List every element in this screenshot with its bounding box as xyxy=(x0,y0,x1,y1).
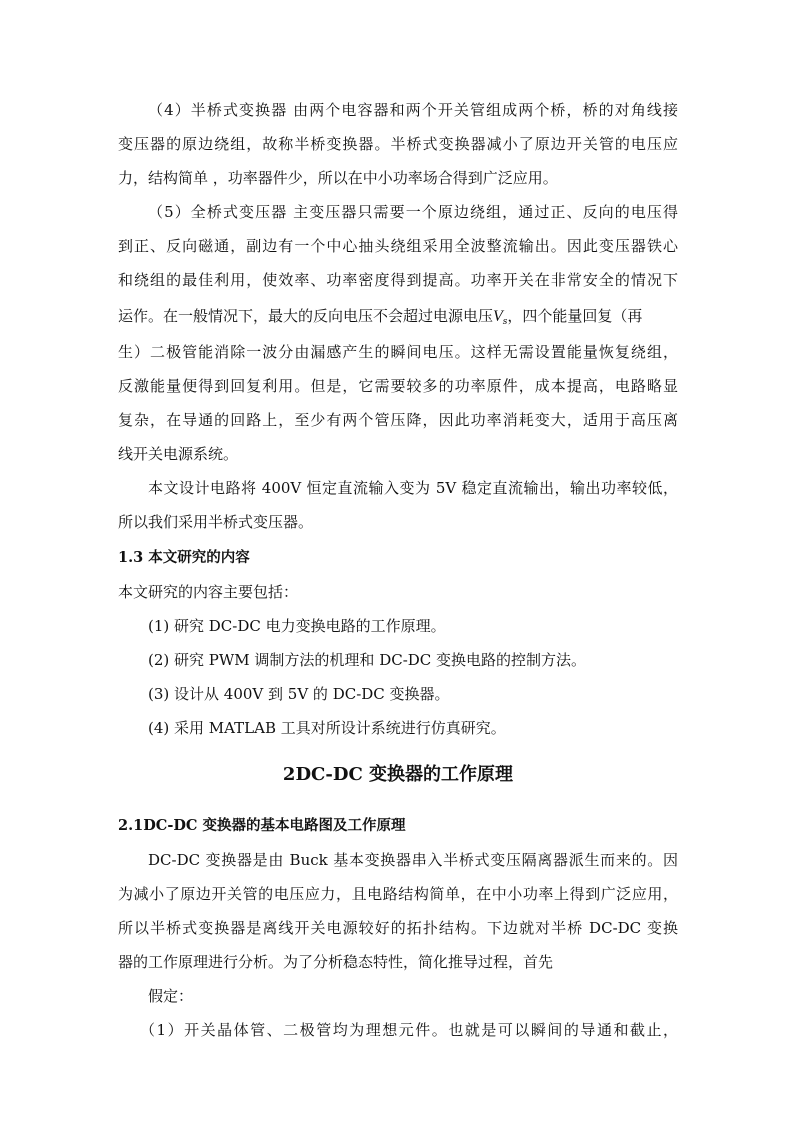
section-1-3-heading: 1.3 本文研究的内容 xyxy=(118,549,250,566)
para2-line1: （5）全桥式变压器 主变压器只需要一个原边绕组，通过正、反向的电压得 xyxy=(148,203,678,221)
para2-line6: 反激能量便得到回复利用。但是，它需要较多的功率原件，成本提高，电路略显 xyxy=(118,377,678,395)
chapter-2-title: 2DC-DC 变换器的工作原理 xyxy=(282,764,514,785)
assume-label: 假定： xyxy=(148,987,194,1005)
vs-variable: V xyxy=(493,308,503,325)
para2-line3: 和绕组的最佳利用，使效率、功率密度得到提高。功率开关在非常安全的情况下 xyxy=(118,271,678,289)
section-2-1-heading: 2.1DC-DC 变换器的基本电路图及工作原理 xyxy=(118,817,406,834)
para2-line4-before: 运作。在一般情况下，最大的反向电压不会超过电源电压 xyxy=(118,307,494,325)
vs-subscript: s xyxy=(502,317,508,327)
assume-item-1: （1）开关晶体管、二极管均为理想元件。也就是可以瞬间的导通和截止， xyxy=(140,1021,678,1039)
para4-line2: 为减小了原边开关管的电压应力，且电路结构简单，在中小功率上得到广泛应用， xyxy=(118,885,678,903)
para1-line2: 变压器的原边绕组，故称半桥变换器。半桥式变换器减小了原边开关管的电压应 xyxy=(118,135,678,153)
para1-line1: （4）半桥式变换器 由两个电容器和两个开关管组成两个桥，桥的对角线接 xyxy=(148,101,678,119)
list-item-3: (3) 设计从 400V 到 5V 的 DC-DC 变换器。 xyxy=(148,685,450,703)
para2-line4-after: ，四个能量回复（再 xyxy=(507,307,643,325)
para2-line7: 复杂，在导通的回路上，至少有两个管压降，因此功率消耗变大，适用于高压离 xyxy=(118,411,678,429)
para3-line2: 所以我们采用半桥式变压器。 xyxy=(118,513,314,531)
para2-line8: 线开关电源系统。 xyxy=(118,445,239,463)
para4-line3: 所以半桥式变换器是离线开关电源较好的拓扑结构。下边就对半桥 DC-DC 变换 xyxy=(118,919,678,937)
para3-line1: 本文设计电路将 400V 恒定直流输入变为 5V 稳定直流输出，输出功率较低， xyxy=(148,479,678,497)
list-item-4: (4) 采用 MATLAB 工具对所设计系统进行仿真研究。 xyxy=(148,719,506,737)
list-item-2: (2) 研究 PWM 调制方法的机理和 DC-DC 变换电路的控制方法。 xyxy=(148,651,587,669)
para4-line4: 器的工作原理进行分析。为了分析稳态特性，简化推导过程，首先 xyxy=(118,953,554,971)
para4-line1: DC-DC 变换器是由 Buck 基本变换器串入半桥式变压隔离器派生而来的。因 xyxy=(148,851,678,869)
para2-line4 xyxy=(118,304,678,328)
para1-line3: 力，结构简单 ，功率器件少，所以在中小功率场合得到广泛应用。 xyxy=(118,169,558,187)
para2-line2: 到正、反向磁通，副边有一个中心抽头绕组采用全波整流输出。因此变压器铁心 xyxy=(118,237,678,255)
section-1-3-intro: 本文研究的内容主要包括： xyxy=(118,583,299,601)
list-item-1: (1) 研究 DC-DC 电力变换电路的工作原理。 xyxy=(148,617,446,635)
para2-line5: 生）二极管能消除一波分由漏感产生的瞬间电压。这样无需设置能量恢复绕组， xyxy=(118,343,678,361)
